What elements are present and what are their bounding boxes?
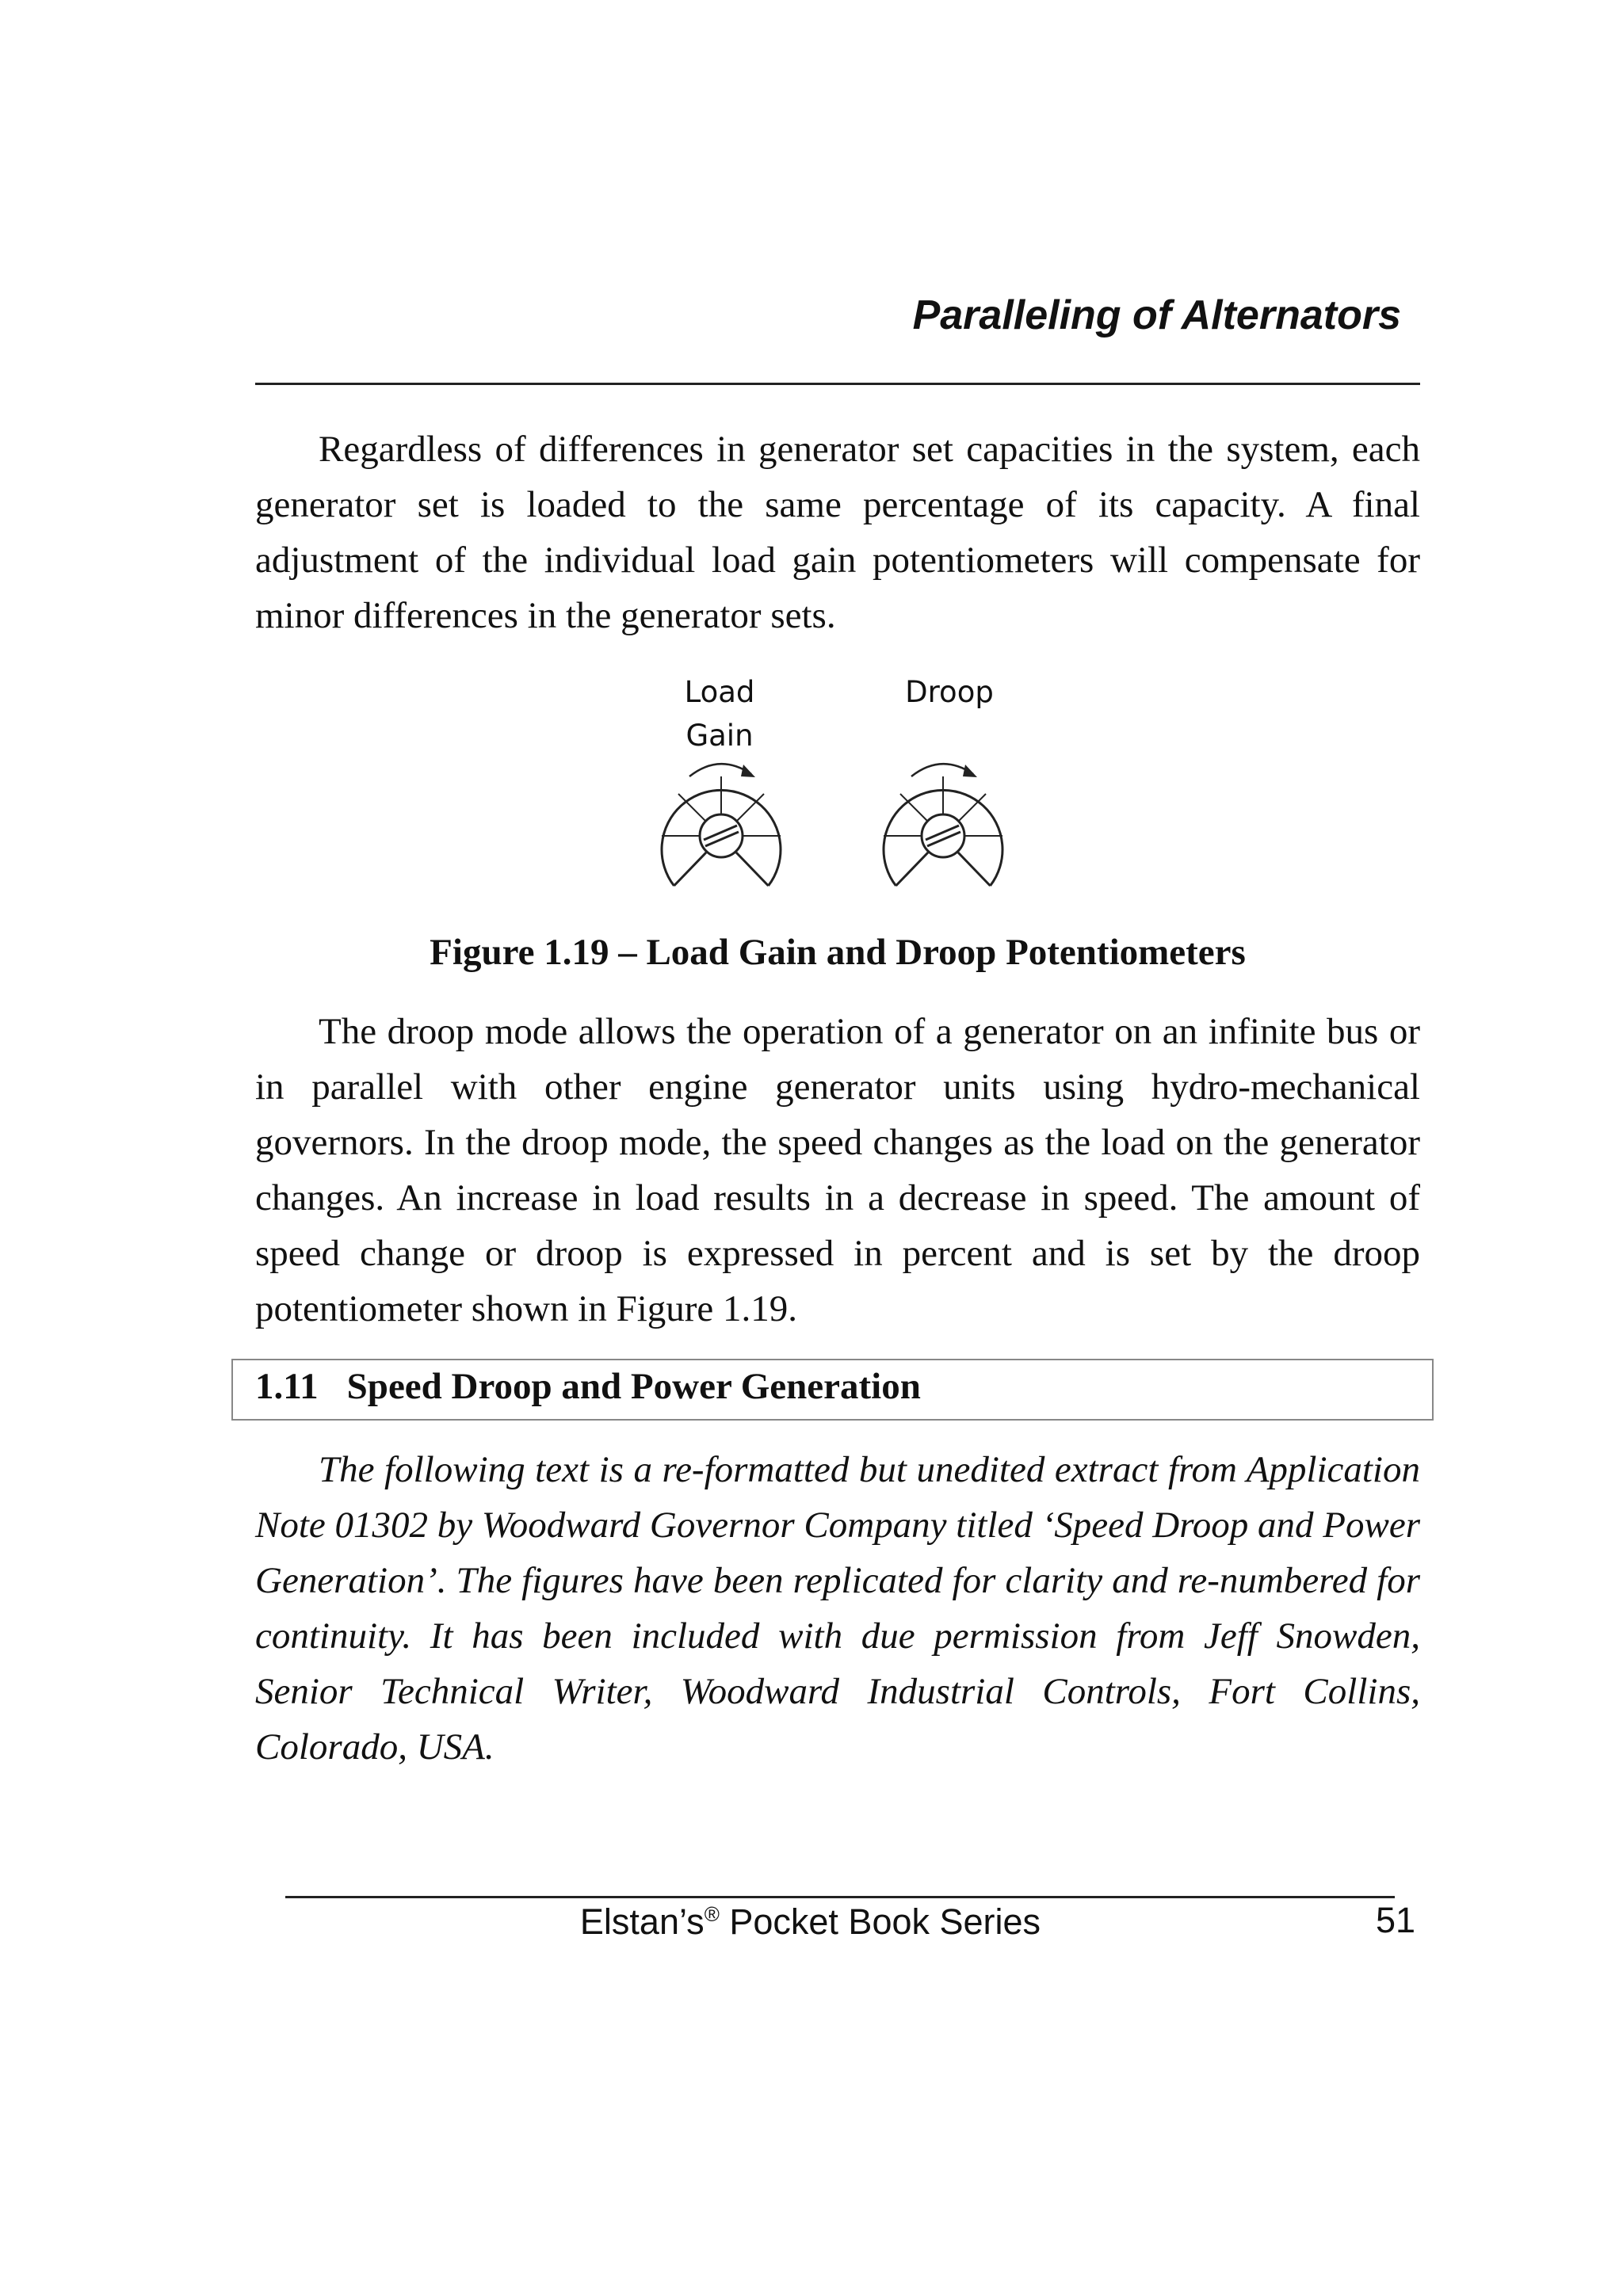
paragraph-droop-mode: The droop mode allows the operation of a generator on an infinite bus or in parallel with other engine generator units using hydro-mechanical governors. In the droop mode, the speed changes as the load on the generator changes. An increase in load results in a decrease in speed. The amount of speed change or droop is expressed in percent and is set by the droop potentiometer shown in Figure 1.19. [255,1011,1420,1329]
header-rule [255,383,1420,385]
droop-potentiometer-icon [872,749,1014,895]
footer-series-suffix: Pocket Book Series [719,1901,1041,1942]
footer-series [285,1901,1335,1943]
footer-series-name: Elstan’s [579,1901,705,1942]
load-gain-potentiometer-icon [650,749,792,895]
paragraph-load-gain: Regardless of differences in generator set capacities in the system, each generator set is loaded to the same percentage of its capacity. A final adjustment of the individual load gain potentiometers will compensate for minor differences in the generator sets. [255,429,1420,636]
paragraph-extract-note: The following text is a re-formatted but unedited extract from Application Note 01302 by Woodward Governor Company titled ‘Speed Droop and Power Generation’. The figures have been replicated for clarity and re-numbered for continuity. It has been included with due permission from Jeff Snowden, Senior Technical Writer, Woodward Industrial Controls, Fort Collins, Colorado, USA. [255,1449,1420,1768]
running-header-title: Paralleling of Alternators [912,292,1401,338]
section-title: Speed Droop and Power Generation [346,1366,921,1407]
droop-label: Droop [905,675,994,709]
section-heading-box [231,1359,1434,1421]
section-number: 1.11 [255,1366,319,1407]
section-heading [255,1365,921,1408]
footer-rule [285,1896,1395,1898]
registered-mark: ® [704,1902,720,1926]
page-number: 51 [1375,1900,1415,1940]
figure-caption: Figure 1.19 – Load Gain and Droop Potentiometers [430,932,1246,973]
load-gain-label: Load Gain [684,675,755,753]
